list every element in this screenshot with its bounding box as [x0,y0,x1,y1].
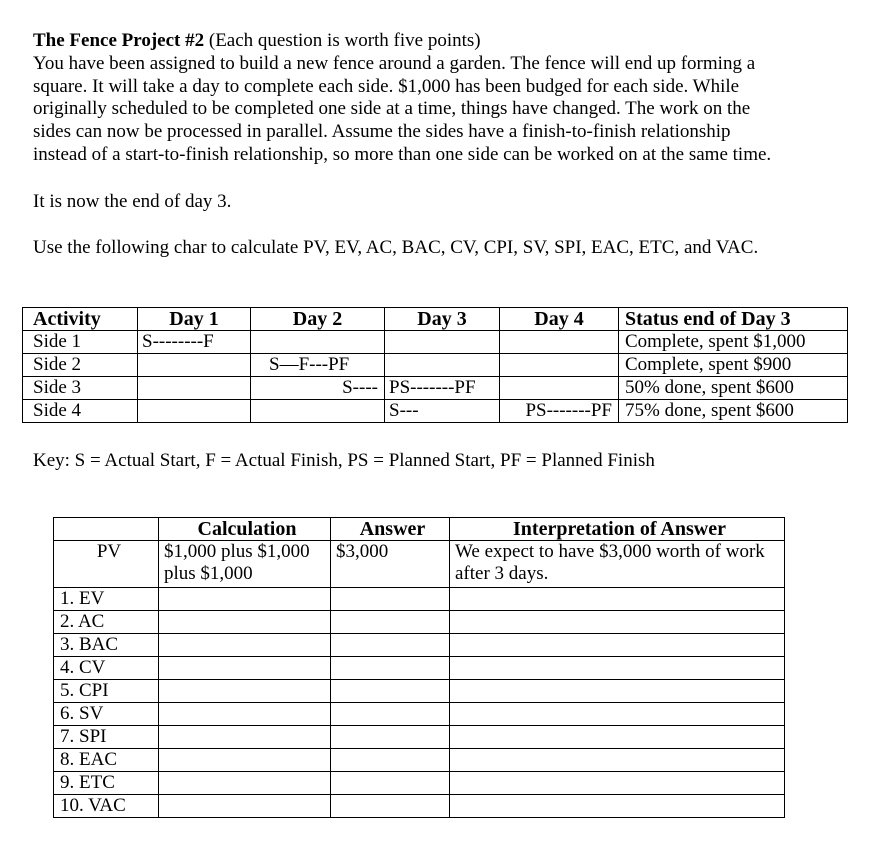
calc-row [54,726,785,749]
day1-cell [138,354,251,377]
day4-cell: PS-------PF [500,400,619,423]
status-cell: Complete, spent $900 [619,354,848,377]
schedule-row [23,400,848,423]
answer-cell [331,703,450,726]
answer-cell [331,726,450,749]
interpretation-cell [450,703,785,726]
calc-row [54,588,785,611]
calc-row [54,680,785,703]
interpretation-cell [450,772,785,795]
pv-label: PV [54,541,159,588]
interpretation-cell [450,634,785,657]
calc-row [54,749,785,772]
activity-cell: Side 3 [23,377,138,400]
item-label: 6. SV [54,703,159,726]
item-label: 9. ETC [54,772,159,795]
day3-cell: PS-------PF [385,377,500,400]
calculation-cell [159,680,331,703]
day3-cell [385,331,500,354]
pv-answer: $3,000 [331,541,450,588]
calculation-cell [159,611,331,634]
pv-interpretation [450,541,785,588]
schedule-row [23,331,848,354]
day2-cell: S---- [251,377,385,400]
intro-line: sides can now be processed in parallel. Assume the sides have a finish-to-finish relationship [33,121,731,143]
status-cell: Complete, spent $1,000 [619,331,848,354]
calc-row [54,703,785,726]
header-day2: Day 2 [251,308,385,331]
activity-cell: Side 4 [23,400,138,423]
calculation-cell [159,795,331,818]
interpretation-cell [450,749,785,772]
calculation-cell [159,588,331,611]
intro-line: instead of a start-to-finish relationship, so more than one side can be worked on at the same time. [33,143,772,165]
activity-cell: Side 2 [23,354,138,377]
day4-cell [500,354,619,377]
answer-cell [331,611,450,634]
item-label: 1. EV [54,588,159,611]
calculation-table [53,517,785,818]
day4-cell [500,331,619,354]
calc-row [54,634,785,657]
calc-header-row [54,518,785,541]
schedule-table [22,307,848,423]
day1-cell: S--------F [138,331,251,354]
calc-row [54,611,785,634]
schedule-row [23,377,848,400]
header-interpretation: Interpretation of Answer [450,518,785,541]
interpretation-cell [450,588,785,611]
calculation-cell [159,726,331,749]
calculation-cell [159,703,331,726]
answer-cell [331,680,450,703]
calc-row [54,795,785,818]
item-label: 10. VAC [54,795,159,818]
item-label: 5. CPI [54,680,159,703]
item-label: 4. CV [54,657,159,680]
schedule-row [23,354,848,377]
day3-cell: S--- [385,400,500,423]
header-blank [54,518,159,541]
answer-cell [331,749,450,772]
calculation-cell [159,749,331,772]
status-line: It is now the end of day 3. [33,191,232,212]
instruction-line: Use the following char to calculate PV, EV, AC, BAC, CV, CPI, SV, SPI, EAC, ETC, and VAC. [33,237,759,258]
header-activity: Activity [23,308,138,331]
intro-title-line [33,30,833,53]
day2-cell [251,400,385,423]
interpretation-cell [450,726,785,749]
header-day4: Day 4 [500,308,619,331]
answer-cell [331,772,450,795]
pv-calc-line: plus $1,000 [164,563,253,584]
day2-cell: S—F---PF [251,354,385,377]
pv-calculation [159,541,331,588]
project-title: The Fence Project #2 [33,30,205,51]
schedule-header-row [23,308,848,331]
day4-cell [500,377,619,400]
header-status: Status end of Day 3 [619,308,848,331]
intro-line: You have been assigned to build a new fence around a garden. The fence will end up forming a [33,52,756,74]
item-label: 8. EAC [54,749,159,772]
calc-row [54,657,785,680]
calculation-cell [159,657,331,680]
header-calculation: Calculation [159,518,331,541]
calculation-cell [159,634,331,657]
answer-cell [331,588,450,611]
status-cell: 50% done, spent $600 [619,377,848,400]
calc-row [54,772,785,795]
intro-line: originally scheduled to be completed one side at a time, things have changed. The work on the [33,98,751,120]
interpretation-cell [450,611,785,634]
day2-cell [251,331,385,354]
answer-cell [331,795,450,818]
calculation-cell [159,772,331,795]
header-day1: Day 1 [138,308,251,331]
key-legend: Key: S = Actual Start, F = Actual Finish, PS = Planned Start, PF = Planned Finish [33,450,655,471]
item-label: 7. SPI [54,726,159,749]
interpretation-cell [450,795,785,818]
item-label: 3. BAC [54,634,159,657]
activity-cell: Side 1 [23,331,138,354]
interpretation-cell [450,657,785,680]
pv-row [54,541,785,588]
header-day3: Day 3 [385,308,500,331]
answer-cell [331,657,450,680]
day1-cell [138,400,251,423]
intro-paragraph [33,30,833,167]
header-answer: Answer [331,518,450,541]
day3-cell [385,354,500,377]
intro-line: square. It will take a day to complete each side. $1,000 has been budged for each side. While [33,75,740,97]
item-label: 2. AC [54,611,159,634]
status-cell: 75% done, spent $600 [619,400,848,423]
interpretation-cell [450,680,785,703]
pv-interp-line: after 3 days. [455,563,549,584]
points-note: (Each question is worth five points) [204,30,481,51]
answer-cell [331,634,450,657]
pv-interp-line: We expect to have $3,000 worth of work [455,541,765,562]
day1-cell [138,377,251,400]
pv-calc-line: $1,000 plus $1,000 [164,541,310,562]
